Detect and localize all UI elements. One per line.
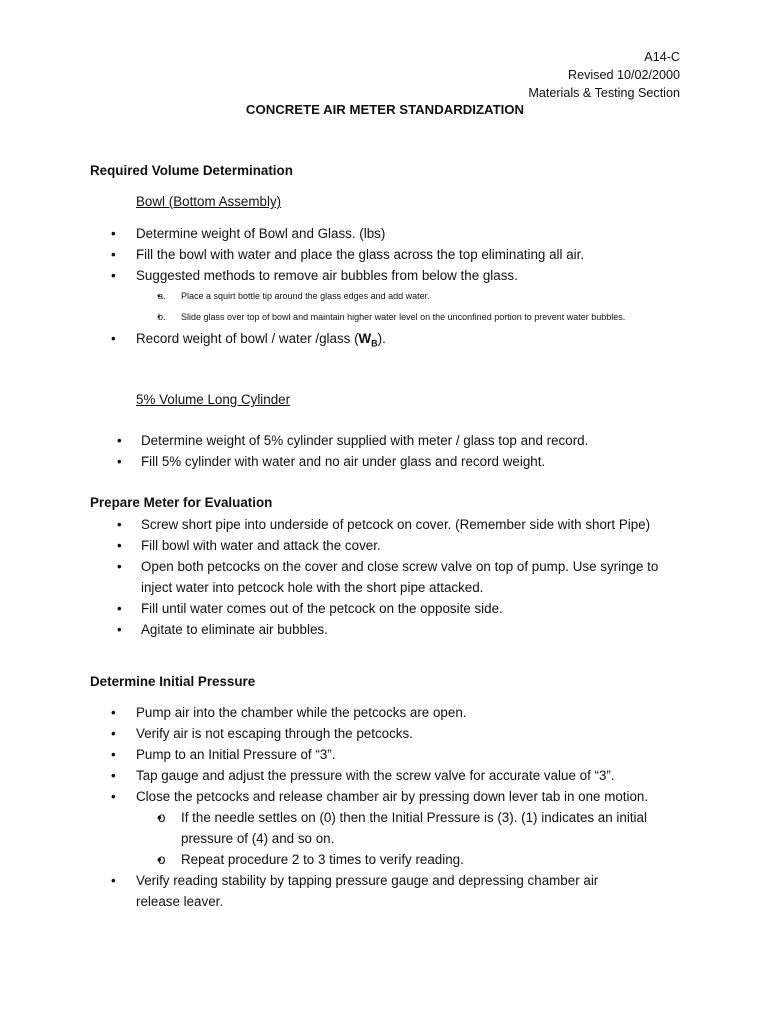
list-item: • Open both petcocks on the cover and close screw valve on top of pump. Use syringe to inject water into petcock hole with the short pipe attacked. xyxy=(90,556,690,598)
list-item: • Pump air into the chamber while the petcocks are open. xyxy=(90,702,690,723)
sub-list-marker: • o xyxy=(158,810,166,825)
list-item: • Determine weight of Bowl and Glass. (lbs) xyxy=(90,223,690,244)
subheading-bowl: Bowl (Bottom Assembly) xyxy=(136,194,282,209)
list-item-text: Suggested methods to remove air bubbles from below the glass. xyxy=(136,268,518,283)
record-text: Record weight of bowl / water /glass ( xyxy=(136,331,359,346)
list-item xyxy=(90,265,690,328)
initial-pressure-list xyxy=(90,702,690,912)
document-title: CONCRETE AIR METER STANDARDIZATION xyxy=(245,102,525,117)
list-item: • Fill bowl with water and attack the cover. xyxy=(90,535,690,556)
bubble-removal-methods xyxy=(136,286,690,328)
list-item: • Fill until water comes out of the petcock on the opposite side. xyxy=(90,598,690,619)
list-item xyxy=(90,328,690,355)
section-heading-initial-pressure: Determine Initial Pressure xyxy=(90,674,256,689)
list-item: • Verify reading stability by tapping pressure gauge and depressing chamber air release leaver. xyxy=(90,870,690,912)
sub-list-text: If the needle settles on (0) then the Initial Pressure is (3). (1) indicates an initial pressure of (4) and so on. xyxy=(181,810,647,846)
revision-date: Revised 10/02/2000 xyxy=(567,68,680,82)
section-heading-required-volume: Required Volume Determination xyxy=(90,163,293,178)
list-item-text: Close the petcocks and release chamber air by pressing down lever tab in one motion. xyxy=(136,789,649,804)
sub-list-marker: • b. xyxy=(158,312,166,322)
bowl-steps-list xyxy=(90,223,690,355)
wb-subscript: B xyxy=(371,338,378,349)
prepare-meter-list xyxy=(90,514,690,640)
record-suffix: ). xyxy=(377,331,386,346)
sub-list-item xyxy=(136,807,690,849)
sub-list-item xyxy=(136,849,690,870)
sub-list-text: Repeat procedure 2 to 3 times to verify reading. xyxy=(181,852,464,867)
list-item: • Determine weight of 5% cylinder supplied with meter / glass top and record. xyxy=(90,430,690,451)
list-item: • Pump to an Initial Pressure of “3”. xyxy=(90,744,690,765)
list-item: • Fill 5% cylinder with water and no air under glass and record weight. xyxy=(90,451,690,472)
list-item: • Screw short pipe into underside of petcock on cover. (Remember side with short Pipe) xyxy=(90,514,690,535)
list-item: • Tap gauge and adjust the pressure with the screw valve for accurate value of “3”. xyxy=(90,765,690,786)
section-name: Materials & Testing Section xyxy=(528,86,680,100)
wb-letter: W xyxy=(358,331,372,346)
wb-symbol xyxy=(358,331,378,349)
cylinder-steps-list xyxy=(90,430,690,472)
list-item: • Agitate to eliminate air bubbles. xyxy=(90,619,690,640)
pressure-reading-notes xyxy=(136,807,690,870)
list-item xyxy=(90,786,690,870)
sub-list-marker: • a. xyxy=(158,291,166,301)
list-item: • Verify air is not escaping through the petcocks. xyxy=(90,723,690,744)
sub-list-marker: • o xyxy=(158,852,166,867)
list-item: • Fill the bowl with water and place the glass across the top eliminating all air. xyxy=(90,244,690,265)
sub-list-item xyxy=(136,286,690,307)
sub-list-text: Place a squirt bottle tip around the glass edges and add water. xyxy=(181,291,430,301)
subheading-cylinder: 5% Volume Long Cylinder xyxy=(136,392,291,407)
document-code: A14-C xyxy=(644,50,680,64)
document-header xyxy=(528,48,680,102)
sub-list-item xyxy=(136,307,690,328)
sub-list-text: Slide glass over top of bowl and maintain higher water level on the unconfined portion to prevent water bubbles. xyxy=(181,312,626,322)
section-heading-prepare-meter: Prepare Meter for Evaluation xyxy=(90,495,273,510)
